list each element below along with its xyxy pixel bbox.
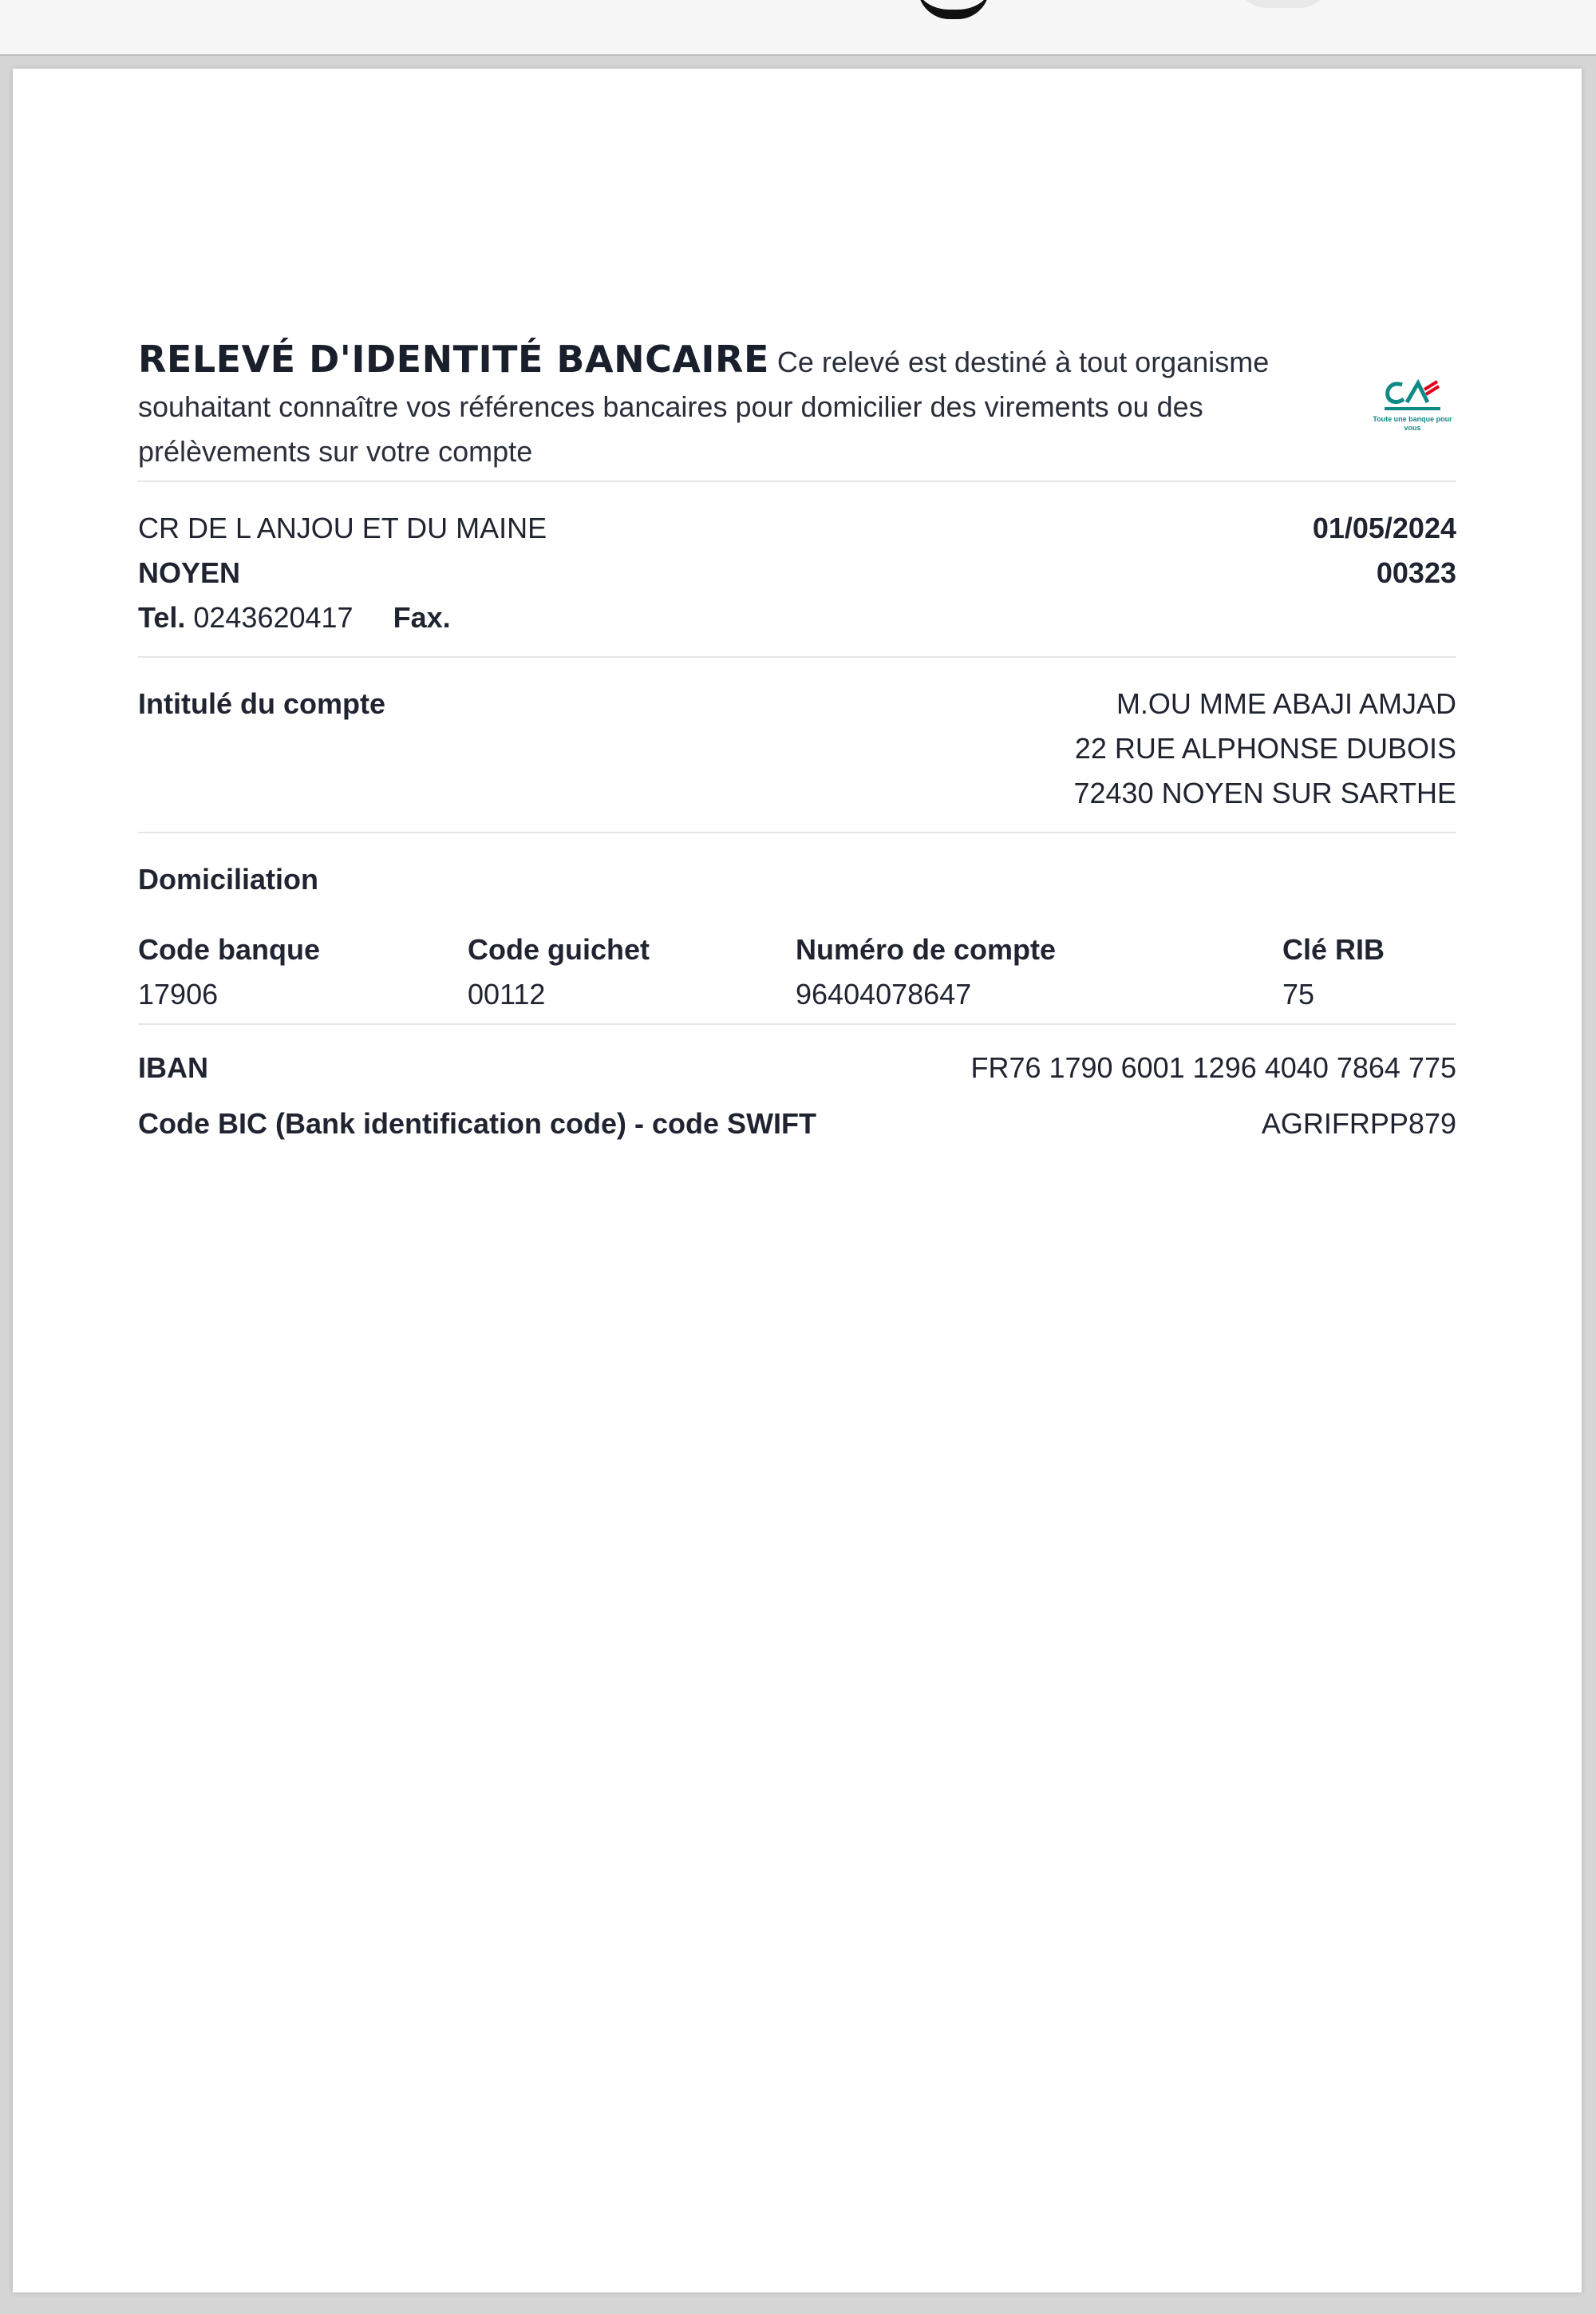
- document-header: [138, 337, 1456, 481]
- document-page: [13, 69, 1582, 2292]
- agency-contact: [138, 595, 451, 640]
- bank-logo-tagline: Toute une banque pour vous: [1373, 415, 1452, 432]
- iban-label: IBAN: [138, 1051, 208, 1084]
- iban-value: FR76 1790 6001 1296 4040 7864 775: [970, 1051, 1456, 1084]
- app-title-fragment: [918, 0, 990, 19]
- account-number-header: Numéro de compte: [796, 933, 1057, 966]
- account-number-value: 96404078647: [796, 978, 972, 1011]
- domiciliation-label: Domiciliation: [138, 863, 319, 896]
- account-holder-section: [138, 658, 1456, 832]
- account-holder-name: M.OU MME ABAJI AMJAD: [1116, 687, 1456, 720]
- agency-code: 00323: [1376, 556, 1456, 589]
- fax-label: Fax.: [393, 601, 451, 634]
- bic-row: [138, 1090, 1456, 1146]
- document-title: RELEVÉ D'IDENTITÉ BANCAIRE: [138, 338, 769, 381]
- domiciliation-section: [138, 833, 1456, 1023]
- branch-code-value: 00112: [468, 978, 546, 1011]
- account-holder-details: [1073, 682, 1456, 816]
- bank-logo: [1369, 375, 1456, 447]
- rib-key-value: 75: [1282, 978, 1315, 1011]
- rib-key-header: Clé RIB: [1282, 933, 1385, 966]
- header-round-button[interactable]: [1235, 0, 1331, 8]
- agency-branch: NOYEN: [138, 556, 241, 589]
- tel-label: Tel.: [138, 601, 186, 634]
- bic-value: AGRIFRPP879: [1261, 1107, 1456, 1140]
- account-holder-address-line2: 72430 NOYEN SUR SARTHE: [1073, 777, 1456, 809]
- bank-code-value: 17906: [138, 978, 219, 1011]
- top-app-bar: [0, 0, 1596, 56]
- bic-label: Code BIC (Bank identification code) - code SWIFT: [138, 1107, 817, 1140]
- document-intro: Ce relevé est destiné à tout organisme souhaitant connaître vos références bancaires pour domicilier des virements ou des prélèvements sur votre compte: [138, 346, 1270, 468]
- iban-row: [138, 1025, 1456, 1090]
- agency-name: CR DE L ANJOU ET DU MAINE: [138, 512, 547, 544]
- rib-content: [138, 337, 1456, 1146]
- tel-value: 0243620417: [193, 601, 354, 634]
- account-holder-label: Intitulé du compte: [138, 687, 385, 720]
- account-holder-address-line1: 22 RUE ALPHONSE DUBOIS: [1074, 732, 1456, 765]
- agency-section: [138, 482, 1456, 656]
- document-intro-block: [138, 337, 1321, 474]
- bank-codes-table: [138, 928, 1456, 1023]
- bank-code-header: Code banque: [138, 933, 321, 966]
- branch-code-header: Code guichet: [468, 933, 650, 966]
- bank-logo-icon: [1369, 375, 1456, 415]
- statement-date: 01/05/2024: [1312, 512, 1456, 544]
